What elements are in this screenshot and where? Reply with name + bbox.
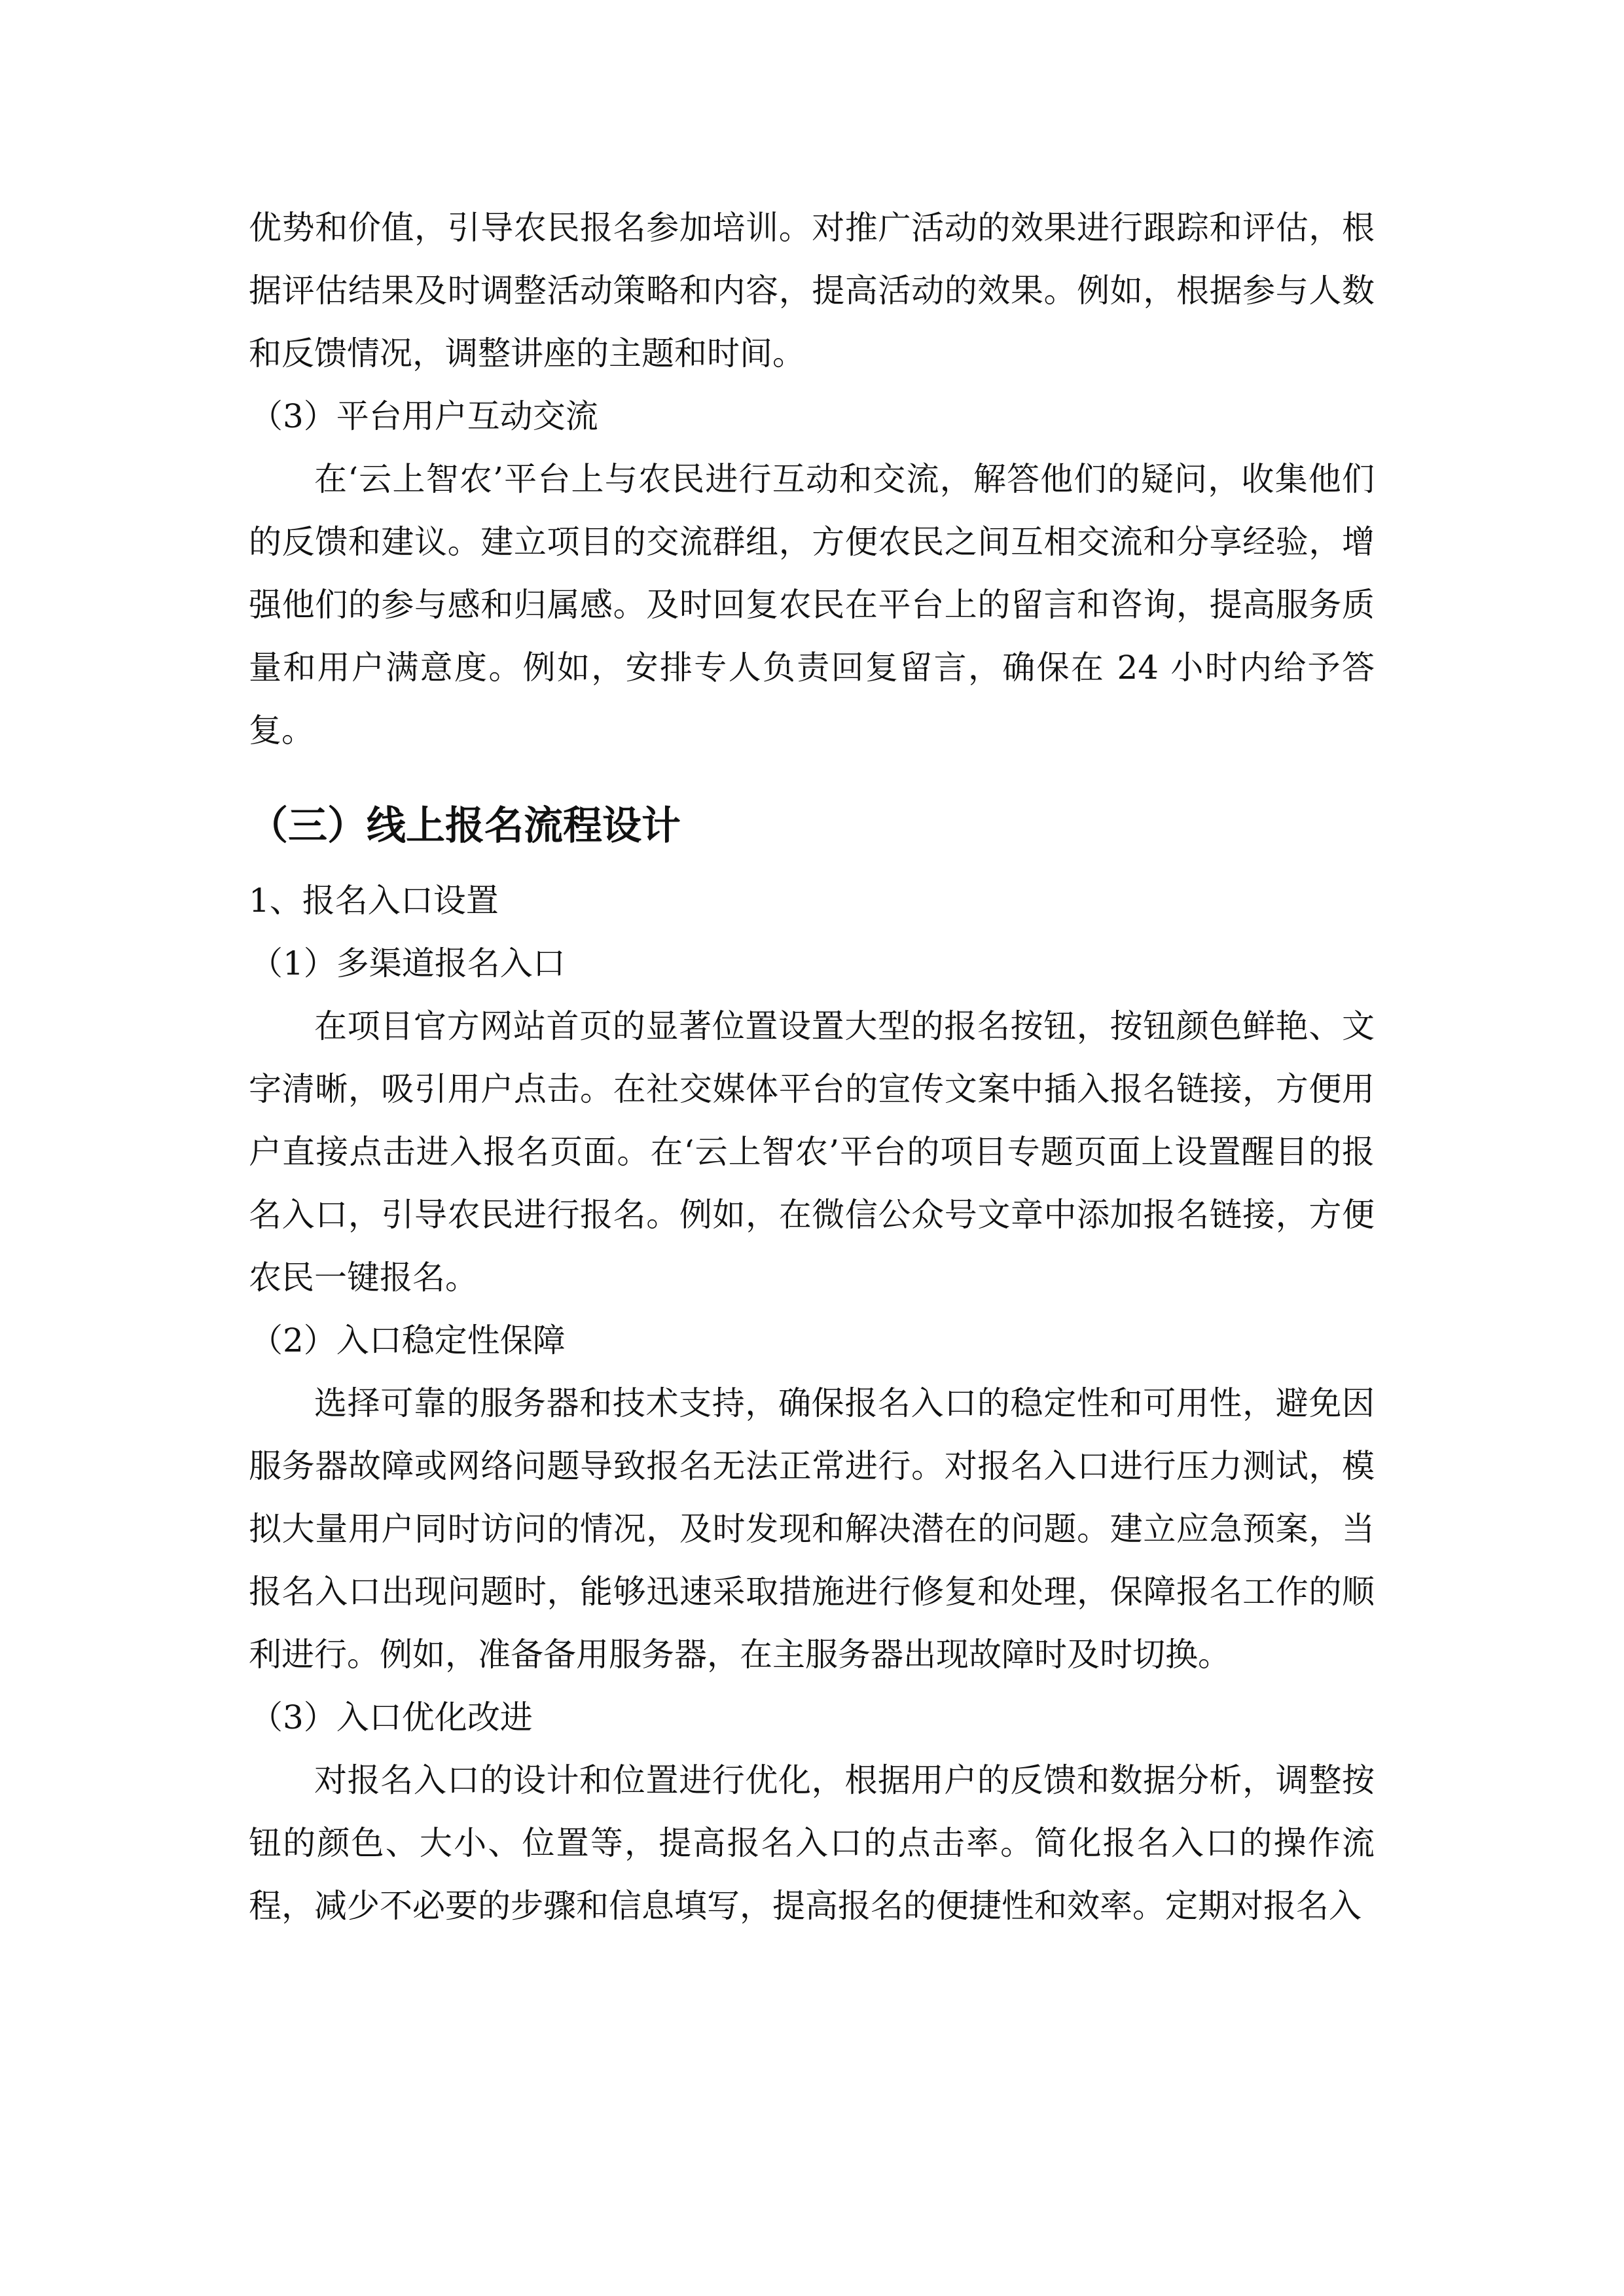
paragraph-multichannel: 在项目官方网站首页的显著位置设置大型的报名按钮，按钮颜色鲜艳、文字清晰，吸引用户点击。在社交媒体平台的宣传文案中插入报名链接，方便用户直接点击进入报名页面。在‘云上智农’平台的项目专题页面上设置醒目的报名入口，引导农民进行报名。例如，在微信公众号文章中添加报名链接，方便农民一键报名。: [249, 1007, 1375, 1297]
subheading-entry-stability: （2）入口稳定性保障: [250, 1321, 566, 1359]
paragraph-interaction: 在‘云上智农’平台上与农民进行互动和交流，解答他们的疑问，收集他们的反馈和建议。建立项目的交流群组，方便农民之间互相交流和分享经验，增强他们的参与感和归属感。及时回复农民在平台上的留言和咨询，提高服务质量和用户满意度。例如，安排专人负责回复留言，确保在 24 小时内给予答复。: [249, 460, 1375, 749]
subheading-entry-optimization: （3）入口优化改进: [250, 1698, 533, 1736]
continued-paragraph: 优势和价值，引导农民报名参加培训。对推广活动的效果进行跟踪和评估，根据评估结果及时调整活动策略和内容，提高活动的效果。例如，根据参与人数和反馈情况，调整讲座的主题和时间。: [249, 209, 1375, 372]
subheading-platform-interaction: （3）平台用户互动交流: [250, 397, 598, 435]
paragraph-stability: 选择可靠的服务器和技术支持，确保报名入口的稳定性和可用性，避免因服务器故障或网络问题导致报名无法正常进行。对报名入口进行压力测试，模拟大量用户同时访问的情况，及时发现和解决潜在的问题。建立应急预案，当报名入口出现问题时，能够迅速采取措施进行修复和处理，保障报名工作的顺利进行。例如，准备备用服务器，在主服务器出现故障时及时切换。: [249, 1384, 1375, 1674]
document-body: [249, 196, 1375, 1937]
section-title: （三）线上报名流程设计: [249, 803, 681, 849]
item-title: 1、报名入口设置: [249, 882, 499, 920]
paragraph-optimization: 对报名入口的设计和位置进行优化，根据用户的反馈和数据分析，调整按钮的颜色、大小、位置等，提高报名入口的点击率。简化报名入口的操作流程，减少不必要的步骤和信息填写，提高报名的便捷性和效率。定期对报名入: [249, 1761, 1375, 1925]
subheading-multichannel-entry: （1）多渠道报名入口: [250, 944, 566, 982]
